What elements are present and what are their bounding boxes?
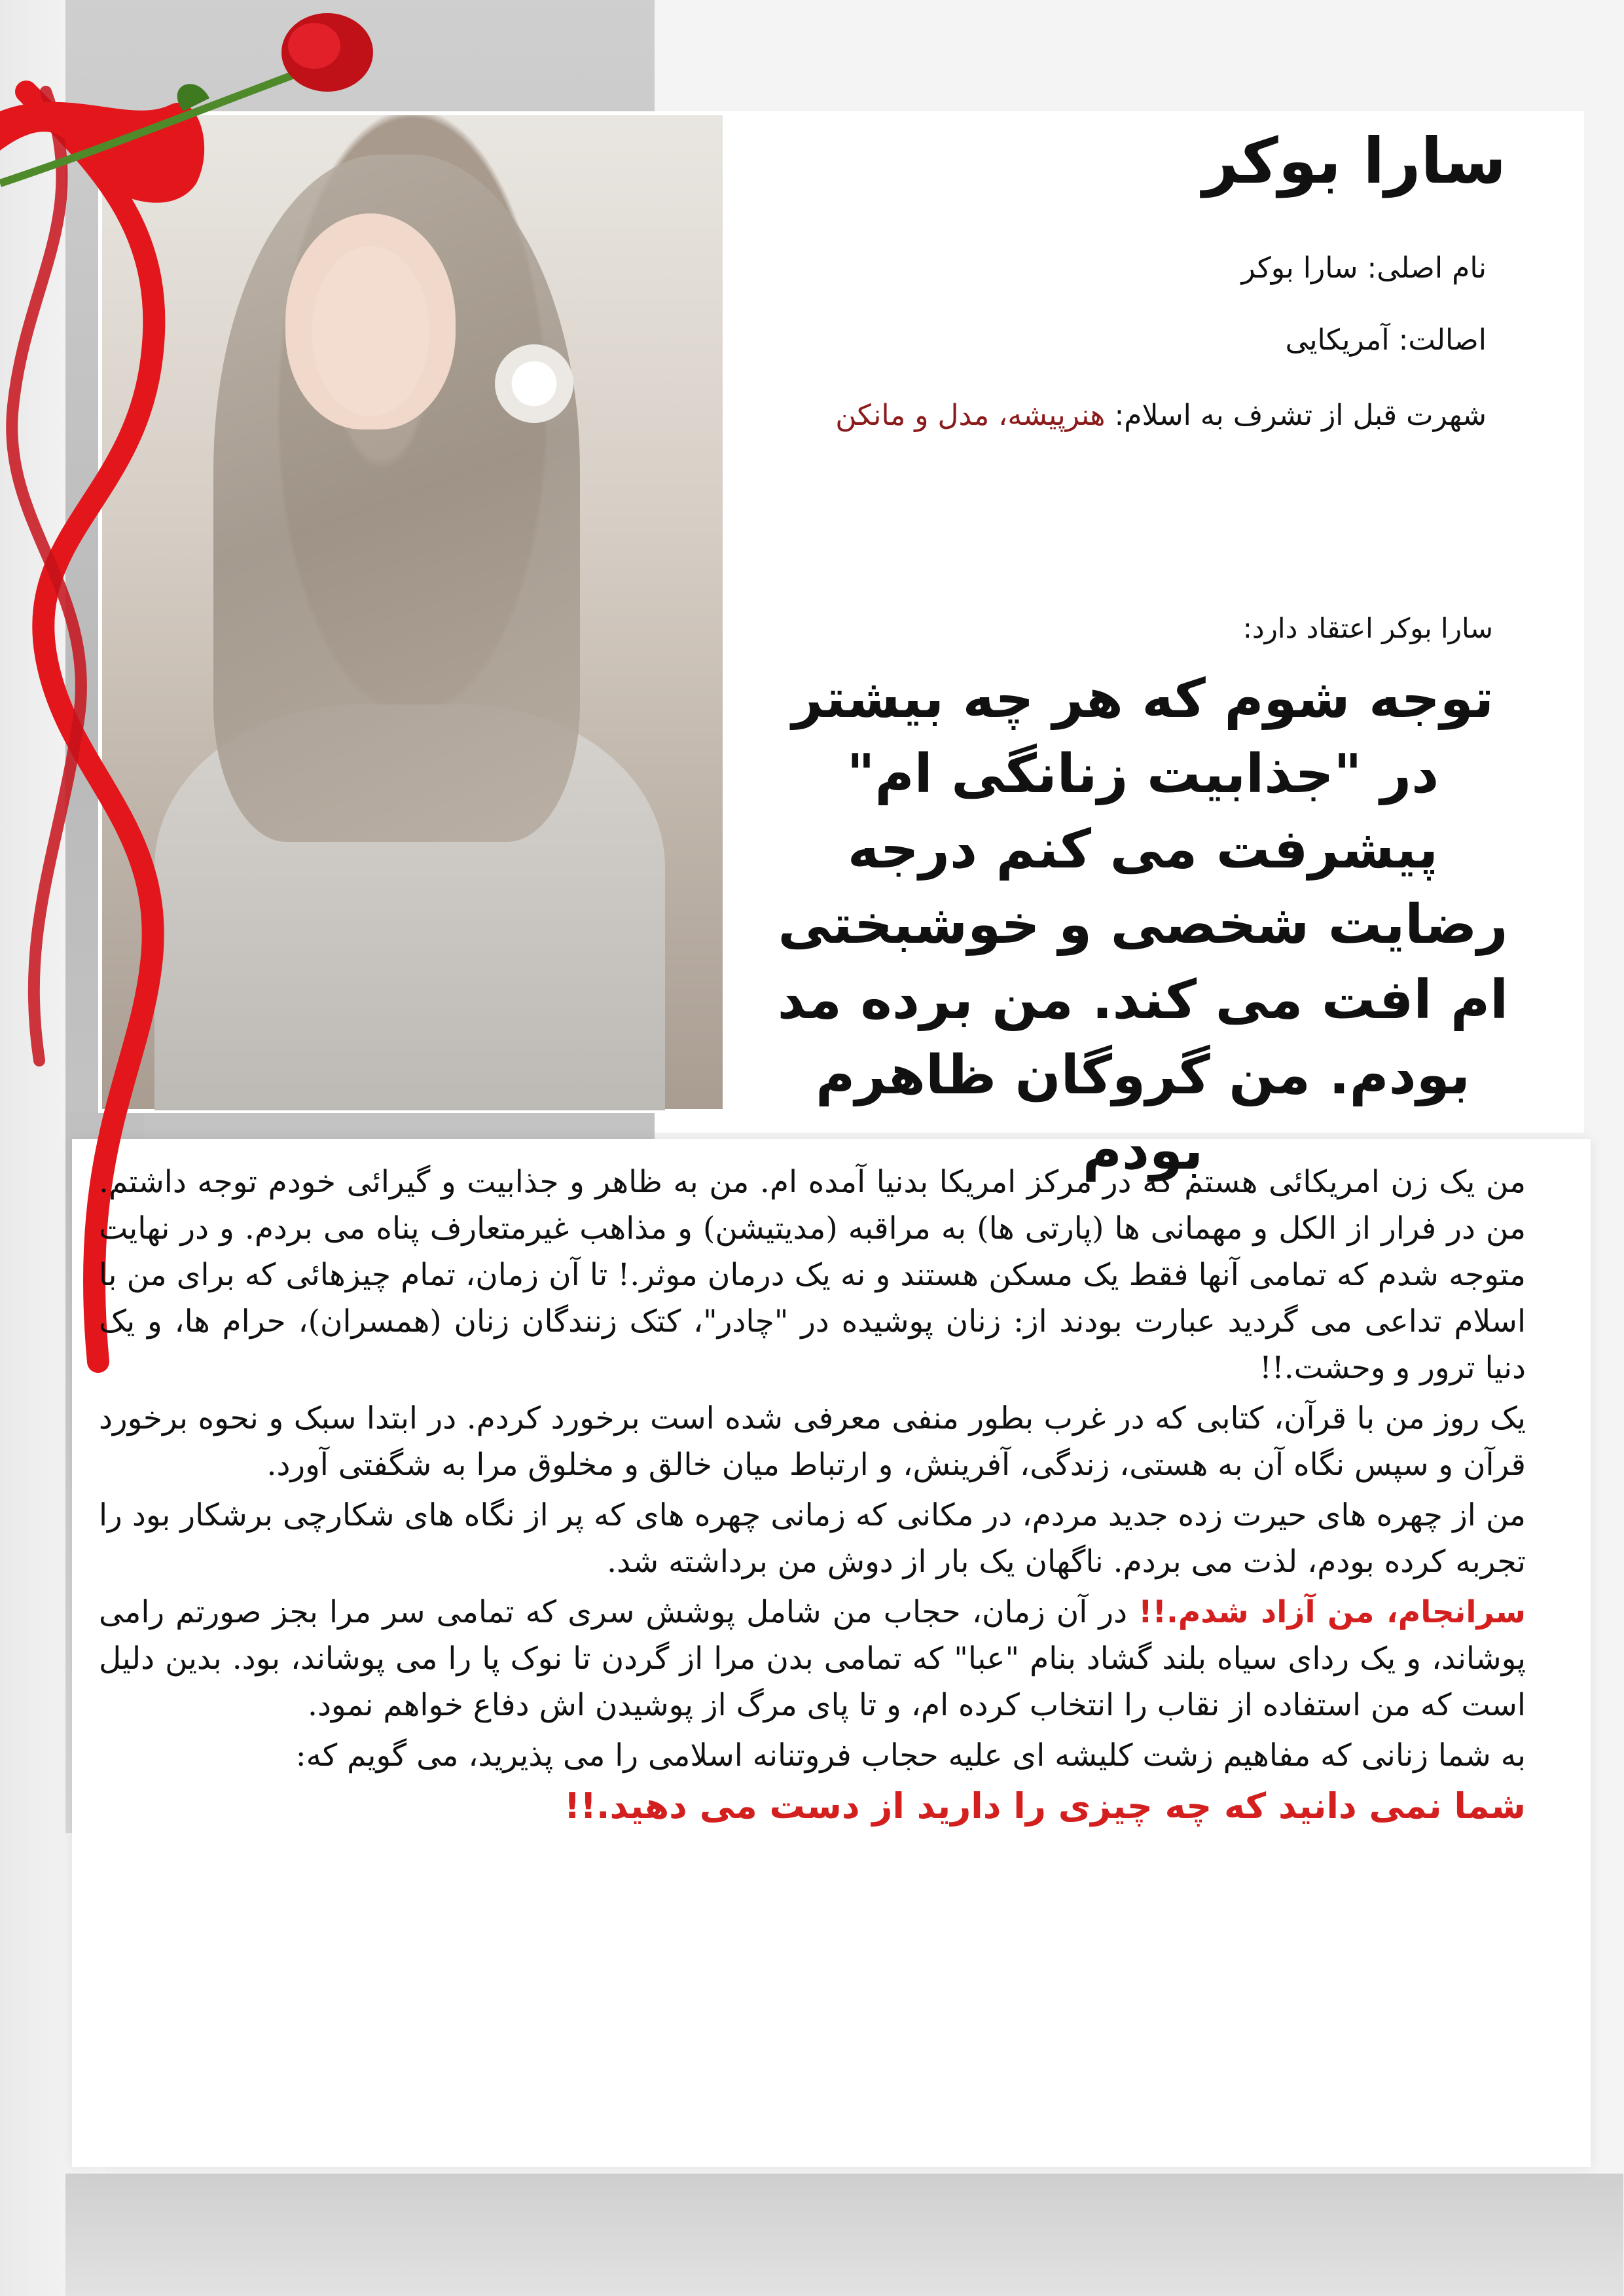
final-statement: شما نمی دانید که چه چیزی را دارید از دست می دهید.!! xyxy=(564,1785,1526,1827)
info-fame-value: هنرپیشه، مدل و مانکن xyxy=(835,399,1106,432)
portrait-photo xyxy=(98,111,727,1113)
paragraph-5: به شما زنانی که مفاهیم زشت کلیشه ای علیه حجاب فروتنانه اسلامی را می پذیرید، می گویم که: xyxy=(295,1738,1526,1774)
info-real-name: نام اصلی: سارا بوکر xyxy=(1241,251,1487,285)
background-gray-bottom xyxy=(65,2174,1623,2296)
belief-intro: سارا بوکر اعتقاد دارد: xyxy=(1242,612,1493,644)
paragraph-1: من یک زن امریکائی هستم که در مرکز امریکا بدنیا آمده ام. من به ظاهر و جذابیت و گیرائی خودم توجه داشتم. من در فرار از الکل و مهمانی ها (پارتی ها) به مراقبه (مدیتیشن) و مذاهب غیرمتعارف پناه می بردم. و در نهایت متوجه شدم که تمامی آنها فقط یک مسکن هستند و نه یک درمان موثر.! تا آن زمان، تمام چیزهائی که برای من با اسلام تداعی می گردید عبارت بودند از: زنان پوشیده در "چادر"، کتک زنندگان زنان (همسران)، حرام ها، و یک دنیا ترور و وحشت.!! xyxy=(99,1164,1526,1386)
info-origin: اصالت: آمریکایی xyxy=(1285,323,1487,357)
article-body xyxy=(99,1159,1526,1833)
pull-quote: توجه شوم که هر چه بیشتر در "جذابیت زنانگی ام" پیشرفت می کنم درجه رضایت شخصی و خوشبختی ام افت می کند. من برده مد بودم. من گروگان ظاهرم بودم xyxy=(777,668,1509,1182)
paragraph-3: من از چهره های حیرت زده جدید مردم، در مکانی که زمانی چهره های که پر از نگاه های شکارچی برشکار بود را تجربه کرده بودم، لذت می بردم. ناگهان یک بار از دوش من برداشته شد. xyxy=(99,1497,1526,1580)
info-fame xyxy=(767,396,1487,435)
freed-highlight: سرانجام، من آزاد شدم.!! xyxy=(1138,1594,1526,1630)
info-fame-label: شهرت قبل از تشرف به اسلام: xyxy=(1114,399,1487,432)
paragraph-4 xyxy=(99,1589,1526,1728)
page-title: سارا بوکر xyxy=(1202,124,1506,198)
freed-rest: در آن زمان، حجاب من شامل پوشش سری که تمامی سر مرا بجز صورتم رامی پوشاند، و یک ردای سیاه بلند گشاد بنام "عبا" که تمامی بدن مرا از گردن تا نوک پا را می پوشاند، بود. بدین دلیل است که من استفاده از نقاب را انتخاب کرده ام، و تا پای مرگ از پوشیدن اش دفاع خواهم نمود. xyxy=(99,1594,1526,1723)
paragraph-2: یک روز من با قرآن، کتابی که در غرب بطور منفی معرفی شده است برخورد کردم. در ابتدا سبک و نحوه برخورد قرآن و سپس نگاه آن به هستی، زندگی، آفرینش، و ارتباط میان خالق و مخلوق مرا به شگفتی آورد. xyxy=(99,1400,1526,1483)
portrait-face-highlight xyxy=(312,246,429,416)
portrait-flower xyxy=(495,344,573,423)
